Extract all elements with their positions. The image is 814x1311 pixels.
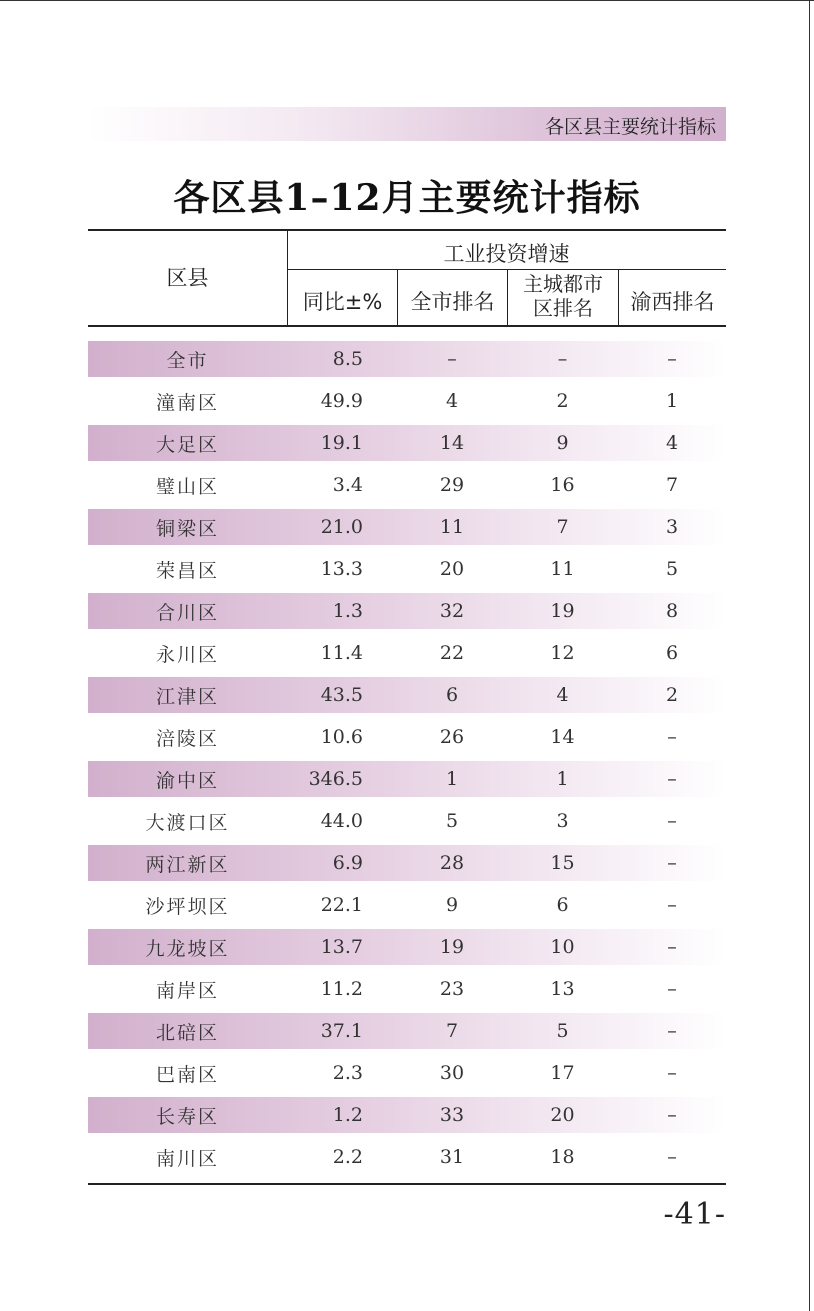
yoy-cell [287, 341, 397, 377]
header-industrial-investment-growth: 工业投资增速 [443, 242, 570, 266]
table-row [88, 425, 726, 461]
page-border-top [0, 0, 814, 1]
core-district-rank: 5 [556, 1020, 569, 1042]
core-district-rank: 20 [550, 1104, 575, 1126]
yuxi-rank: 3 [665, 516, 679, 538]
yoy-cell [287, 1097, 397, 1133]
page-border-right [809, 0, 810, 1311]
table-row [88, 1052, 726, 1094]
yoy-cell [287, 464, 397, 506]
district-name: 潼南区 [155, 391, 219, 414]
yoy-value: 6.9 [332, 852, 363, 874]
district-name: 璧山区 [155, 475, 219, 498]
district-name: 合川区 [155, 601, 219, 624]
page-title: 各区县1–12月主要统计指标 [173, 177, 641, 219]
yuxi-rank: – [667, 936, 677, 958]
yuxi-rank: 5 [665, 558, 679, 580]
core-district-rank: 3 [556, 810, 569, 832]
city-rank: 4 [445, 390, 459, 412]
yuxi-rank: – [667, 1146, 677, 1168]
district-name: 巴南区 [155, 1063, 219, 1086]
city-rank: 29 [439, 474, 465, 496]
table-row [88, 341, 726, 377]
yoy-cell [287, 1052, 397, 1094]
yoy-cell [287, 509, 397, 545]
table-row [88, 593, 726, 629]
yoy-value: 22.1 [320, 894, 363, 916]
header-yuxi-rank: 渝西排名 [630, 290, 715, 314]
header-district: 区县 [166, 266, 209, 290]
core-district-rank: 9 [556, 432, 569, 454]
table-row [88, 800, 726, 842]
yoy-cell [287, 761, 397, 797]
yoy-cell [287, 845, 397, 881]
district-name: 江津区 [155, 685, 219, 708]
core-district-rank: 17 [550, 1062, 575, 1084]
table-bottom-rule [88, 1183, 726, 1185]
yoy-value: 37.1 [320, 1020, 363, 1042]
yoy-value: 44.0 [320, 810, 363, 832]
core-district-rank: – [557, 348, 568, 370]
city-rank: 7 [445, 1020, 459, 1042]
yoy-cell [287, 716, 397, 758]
city-rank: 11 [439, 516, 465, 538]
yuxi-rank: 4 [665, 432, 679, 454]
city-rank: 26 [439, 726, 465, 748]
district-name: 永川区 [155, 643, 219, 666]
core-district-rank: 15 [550, 852, 575, 874]
core-district-rank: 4 [556, 684, 569, 706]
table-row [88, 845, 726, 881]
city-rank: 22 [439, 642, 465, 664]
table-row [88, 548, 726, 590]
yoy-value: 11.4 [320, 642, 363, 664]
core-district-rank: 10 [550, 936, 575, 958]
yoy-value: 11.2 [320, 978, 363, 1000]
yoy-value: 2.2 [332, 1146, 363, 1168]
header-core-district-rank [508, 272, 618, 320]
table-row [88, 884, 726, 926]
yoy-cell [287, 968, 397, 1010]
city-rank: 30 [439, 1062, 465, 1084]
header-core-district-rank-line1: 主城都市 [523, 272, 603, 296]
city-rank: 33 [439, 1104, 465, 1126]
yuxi-rank: – [667, 978, 677, 1000]
yuxi-rank: 6 [665, 642, 679, 664]
city-rank: 31 [439, 1146, 465, 1168]
district-name: 铜梁区 [155, 517, 219, 540]
yoy-value: 2.3 [332, 1062, 363, 1084]
yoy-cell [287, 929, 397, 965]
core-district-rank: 11 [550, 558, 575, 580]
core-district-rank: 18 [550, 1146, 575, 1168]
core-district-rank: 1 [556, 768, 569, 790]
table-row [88, 761, 726, 797]
yoy-cell [287, 380, 397, 422]
yuxi-rank: – [667, 726, 677, 748]
city-rank: – [447, 348, 457, 370]
city-rank: 20 [439, 558, 465, 580]
yoy-cell [287, 593, 397, 629]
district-name: 渝中区 [155, 769, 219, 792]
city-rank: 32 [439, 600, 465, 622]
yoy-value: 10.6 [320, 726, 363, 748]
core-district-rank: 7 [556, 516, 569, 538]
city-rank: 1 [445, 768, 459, 790]
district-name: 南川区 [155, 1147, 219, 1170]
core-district-rank: 16 [550, 474, 575, 496]
yuxi-rank: – [667, 1062, 677, 1084]
table-top-rule [88, 229, 726, 231]
yuxi-rank: – [667, 894, 677, 916]
district-name: 长寿区 [155, 1105, 219, 1128]
district-name: 沙坪坝区 [145, 895, 230, 918]
yoy-value: 19.1 [320, 432, 363, 454]
yoy-value: 8.5 [332, 348, 363, 370]
table-header-bottom-rule [88, 325, 726, 327]
city-rank: 28 [439, 852, 465, 874]
yoy-value: 346.5 [308, 768, 363, 790]
district-name: 荣昌区 [155, 559, 219, 582]
core-district-rank: 19 [550, 600, 575, 622]
yuxi-rank: – [667, 348, 677, 370]
yoy-value: 13.7 [320, 936, 363, 958]
yoy-cell [287, 1013, 397, 1049]
yoy-cell [287, 884, 397, 926]
district-name: 九龙坡区 [145, 937, 230, 960]
table-row [88, 509, 726, 545]
table-body [88, 338, 726, 1178]
yoy-cell [287, 548, 397, 590]
yuxi-rank: 8 [665, 600, 679, 622]
yoy-value: 49.9 [320, 390, 363, 412]
yuxi-rank: 2 [665, 684, 679, 706]
core-district-rank: 13 [550, 978, 575, 1000]
yuxi-rank: 1 [665, 390, 679, 412]
district-name: 大渡口区 [145, 811, 230, 834]
district-name: 两江新区 [145, 853, 230, 876]
city-rank: 5 [445, 810, 459, 832]
yoy-value: 1.3 [332, 600, 363, 622]
city-rank: 9 [445, 894, 459, 916]
yoy-value: 1.2 [332, 1104, 363, 1126]
table-row [88, 929, 726, 965]
district-name: 南岸区 [155, 979, 219, 1002]
core-district-rank: 12 [550, 642, 575, 664]
district-name: 涪陵区 [155, 727, 219, 750]
table-row [88, 380, 726, 422]
header-city-rank: 全市排名 [410, 290, 495, 314]
city-rank: 23 [439, 978, 465, 1000]
yuxi-rank: – [667, 768, 677, 790]
yoy-value: 21.0 [320, 516, 363, 538]
yoy-cell [287, 677, 397, 713]
yuxi-rank: – [667, 852, 677, 874]
yuxi-rank: 7 [665, 474, 679, 496]
header-core-district-rank-line2: 区排名 [533, 296, 593, 320]
yoy-value: 13.3 [320, 558, 363, 580]
section-header-band [88, 107, 726, 141]
table-row [88, 632, 726, 674]
yuxi-rank: – [667, 1020, 677, 1042]
district-name: 全市 [166, 349, 209, 372]
district-name: 大足区 [155, 433, 219, 456]
table-row [88, 1136, 726, 1178]
yoy-cell [287, 800, 397, 842]
yoy-cell [287, 425, 397, 461]
core-district-rank: 2 [556, 390, 569, 412]
yoy-cell [287, 632, 397, 674]
city-rank: 14 [439, 432, 465, 454]
yoy-cell [287, 1136, 397, 1178]
yuxi-rank: – [667, 1104, 677, 1126]
section-header: 各区县主要统计指标 [544, 116, 716, 138]
page-number: -41- [663, 1197, 726, 1232]
table-row [88, 1097, 726, 1133]
yuxi-rank: – [667, 810, 677, 832]
yoy-value: 43.5 [320, 684, 363, 706]
city-rank: 6 [445, 684, 459, 706]
yoy-value: 3.4 [332, 474, 363, 496]
core-district-rank: 6 [556, 894, 569, 916]
table-row [88, 1013, 726, 1049]
header-yoy: 同比±% [302, 290, 383, 314]
table-row [88, 716, 726, 758]
district-name: 北碚区 [155, 1021, 219, 1044]
table-row [88, 968, 726, 1010]
core-district-rank: 14 [550, 726, 575, 748]
table-row [88, 464, 726, 506]
city-rank: 19 [439, 936, 465, 958]
table-row [88, 677, 726, 713]
